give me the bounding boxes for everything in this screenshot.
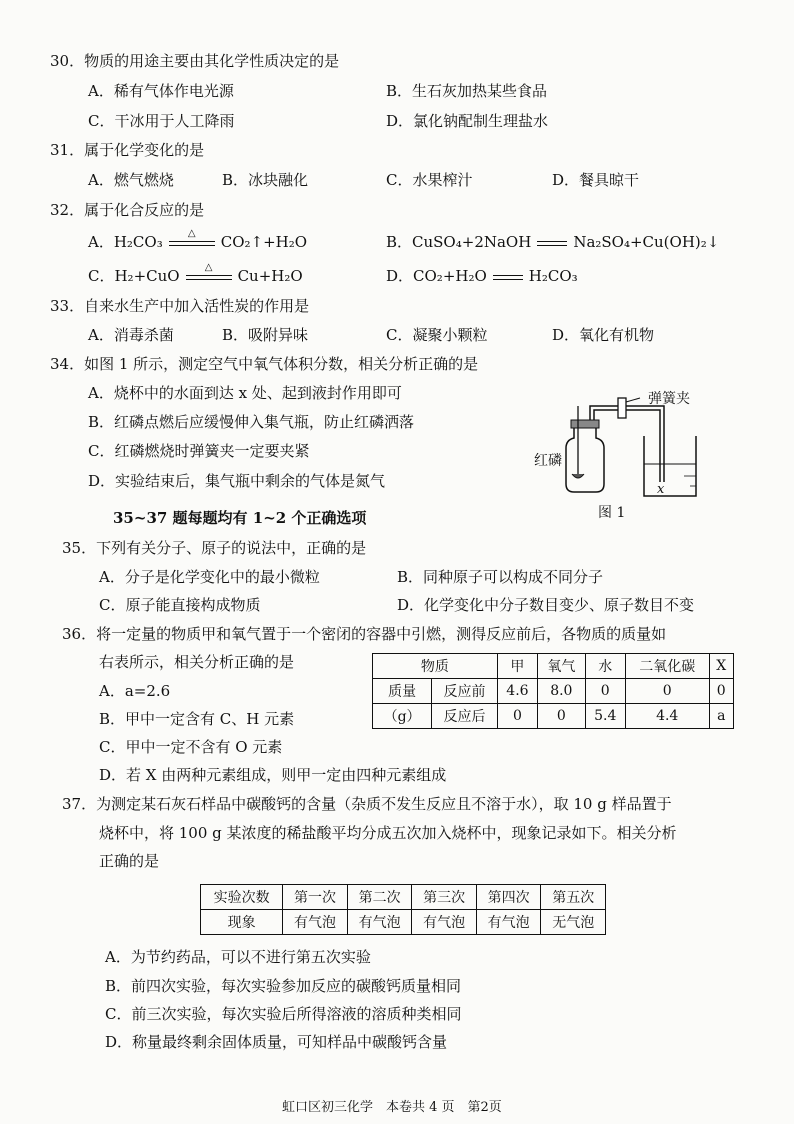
figure-1-apparatus: [526, 386, 736, 526]
q37-stem-line3: 正确的是: [99, 852, 160, 870]
q34-option-b: B．红磷点燃后应缓慢伸入集气瓶，防止红磷洒落: [88, 413, 415, 431]
table-row: [201, 910, 606, 935]
figure-label-x: x: [657, 482, 665, 497]
q35-option-c: C．原子能直接构成物质: [99, 596, 261, 614]
q37-option-c: C．前三次实验，每次实验后所得溶液的溶质种类相同: [105, 1005, 462, 1023]
table-cell: 第二次: [347, 885, 412, 910]
heat-symbol: △: [187, 227, 196, 239]
section-note: 35~37 题每题均有 1~2 个正确选项: [113, 509, 367, 527]
q32-a-products: CO₂↑+H₂O: [220, 233, 308, 251]
q36-option-a: A．a=2.6: [99, 682, 171, 700]
table-cell: 有气泡: [476, 910, 541, 935]
q32-option-a: [88, 227, 308, 252]
q30-option-b: B．生石灰加热某些食品: [386, 82, 548, 100]
table-cell: 反应前: [432, 679, 498, 704]
q32-option-d: [386, 266, 578, 286]
q36-option-b: B．甲中一定含有 C、H 元素: [99, 710, 295, 728]
table-cell: 第四次: [476, 885, 541, 910]
reaction-arrow: [169, 227, 215, 246]
table-row: [373, 654, 734, 679]
table-row: [201, 885, 606, 910]
table-cell: 0: [709, 679, 733, 704]
table-cell: 有气泡: [412, 910, 477, 935]
q33-option-b: B．吸附异味: [222, 326, 309, 344]
table-cell-unit-label: （g）: [373, 704, 432, 729]
q33-option-d: D．氧化有机物: [552, 326, 655, 344]
table-header-cell: 物质: [373, 654, 498, 679]
q36-stem-line1: 36．将一定量的物质甲和氧气置于一个密闭的容器中引燃，测得反应前后，各物质的质量如: [62, 625, 667, 643]
table-cell: 5.4: [585, 704, 625, 729]
q30-option-a: A．稀有气体作电光源: [88, 82, 234, 100]
table-cell: 0: [538, 704, 586, 729]
reaction-arrow: [493, 275, 523, 280]
q36-option-c: C．甲中一定不含有 O 元素: [99, 738, 283, 756]
reaction-arrow: [186, 261, 232, 280]
q32-d-products: H₂CO₃: [528, 267, 578, 285]
q33-option-a: A．消毒杀菌: [88, 326, 174, 344]
table-cell: 4.4: [625, 704, 709, 729]
table-row: [373, 704, 734, 729]
q31-stem: 31．属于化学变化的是: [50, 141, 205, 159]
q31-option-b: B．冰块融化: [222, 171, 309, 189]
table-header-cell: 水: [585, 654, 625, 679]
table-cell: 现象: [201, 910, 283, 935]
table-cell: 4.6: [497, 679, 537, 704]
q32-c-reactants: C．H₂+CuO: [88, 267, 180, 285]
q34-stem: 34．如图 1 所示，测定空气中氧气体积分数，相关分析正确的是: [50, 355, 479, 373]
table-cell: 第五次: [541, 885, 606, 910]
figure-caption: 图 1: [598, 505, 626, 521]
heat-symbol: △: [204, 261, 213, 273]
table-header-cell: 氧气: [538, 654, 586, 679]
figure-label-phosphorus: 红磷: [534, 453, 562, 469]
q34-option-d: D．实验结束后，集气瓶中剩余的气体是氮气: [88, 472, 386, 490]
q32-stem: 32．属于化合反应的是: [50, 201, 205, 219]
table-row: [373, 679, 734, 704]
table-cell: 实验次数: [201, 885, 283, 910]
q33-stem: 33．自来水生产中加入活性炭的作用是: [50, 297, 310, 315]
q37-stem-line2: 烧杯中，将 100 g 某浓度的稀盐酸平均分成五次加入烧杯中，现象记录如下。相关分析: [99, 824, 677, 842]
q31-option-d: D．餐具晾干: [552, 171, 640, 189]
table-cell: 第三次: [412, 885, 477, 910]
q36-mass-table: [372, 653, 734, 729]
q34-option-a: A．烧杯中的水面到达 x 处、起到液封作用即可: [88, 384, 402, 402]
figure-label-clip: 弹簧夹: [648, 391, 690, 407]
table-cell: 第一次: [283, 885, 348, 910]
q31-option-a: A．燃气燃烧: [88, 171, 174, 189]
table-cell: 有气泡: [283, 910, 348, 935]
q30-option-d: D．氯化钠配制生理盐水: [386, 112, 549, 130]
q32-b-reactants: B．CuSO₄+2NaOH: [386, 233, 532, 251]
q34-option-c: C．红磷燃烧时弹簧夹一定要夹紧: [88, 442, 310, 460]
q37-stem-line1: 37．为测定某石灰石样品中碳酸钙的含量（杂质不发生反应且不溶于水），取 10 g 样品置于: [62, 795, 672, 813]
q30-option-c: C．干冰用于人工降雨: [88, 112, 235, 130]
q32-d-reactants: D．CO₂+H₂O: [386, 267, 487, 285]
q32-option-c: [88, 261, 303, 286]
q37-observation-table: [200, 884, 606, 935]
table-cell: 0: [625, 679, 709, 704]
q35-option-b: B．同种原子可以构成不同分子: [397, 568, 604, 586]
q32-b-products: Na₂SO₄+Cu(OH)₂↓: [573, 233, 720, 251]
q36-option-d: D．若 X 由两种元素组成，则甲一定由四种元素组成: [99, 766, 447, 784]
q35-stem: 35．下列有关分子、原子的说法中，正确的是: [62, 539, 367, 557]
q32-option-b: [386, 232, 719, 252]
table-cell-mass-label: 质量: [373, 679, 432, 704]
table-cell: 反应后: [432, 704, 498, 729]
q35-option-d: D．化学变化中分子数目变少、原子数目不变: [397, 596, 695, 614]
table-cell: 0: [497, 704, 537, 729]
q37-option-a: A．为节约药品，可以不进行第五次实验: [105, 948, 371, 966]
table-header-cell: 甲: [497, 654, 537, 679]
q32-c-products: Cu+H₂O: [237, 267, 303, 285]
table-cell: 无气泡: [541, 910, 606, 935]
q30-stem: 30．物质的用途主要由其化学性质决定的是: [50, 52, 340, 70]
table-cell: a: [709, 704, 733, 729]
q31-option-c: C．水果榨汁: [386, 171, 473, 189]
table-cell: 有气泡: [347, 910, 412, 935]
q35-option-a: A．分子是化学变化中的最小微粒: [99, 568, 320, 586]
page-footer: 虹口区初三化学 本卷共 4 页 第2页: [282, 1100, 502, 1115]
q37-option-b: B．前四次实验，每次实验参加反应的碳酸钙质量相同: [105, 977, 462, 995]
table-cell: 8.0: [538, 679, 586, 704]
q36-stem-line2: 右表所示，相关分析正确的是: [99, 653, 295, 671]
table-cell: 0: [585, 679, 625, 704]
q32-a-reactants: A．H₂CO₃: [88, 233, 163, 251]
q37-option-d: D．称量最终剩余固体质量，可知样品中碳酸钙含量: [105, 1033, 448, 1051]
table-header-cell: X: [709, 654, 733, 679]
table-header-cell: 二氧化碳: [625, 654, 709, 679]
q33-option-c: C．凝聚小颗粒: [386, 326, 488, 344]
reaction-arrow: [537, 241, 567, 246]
